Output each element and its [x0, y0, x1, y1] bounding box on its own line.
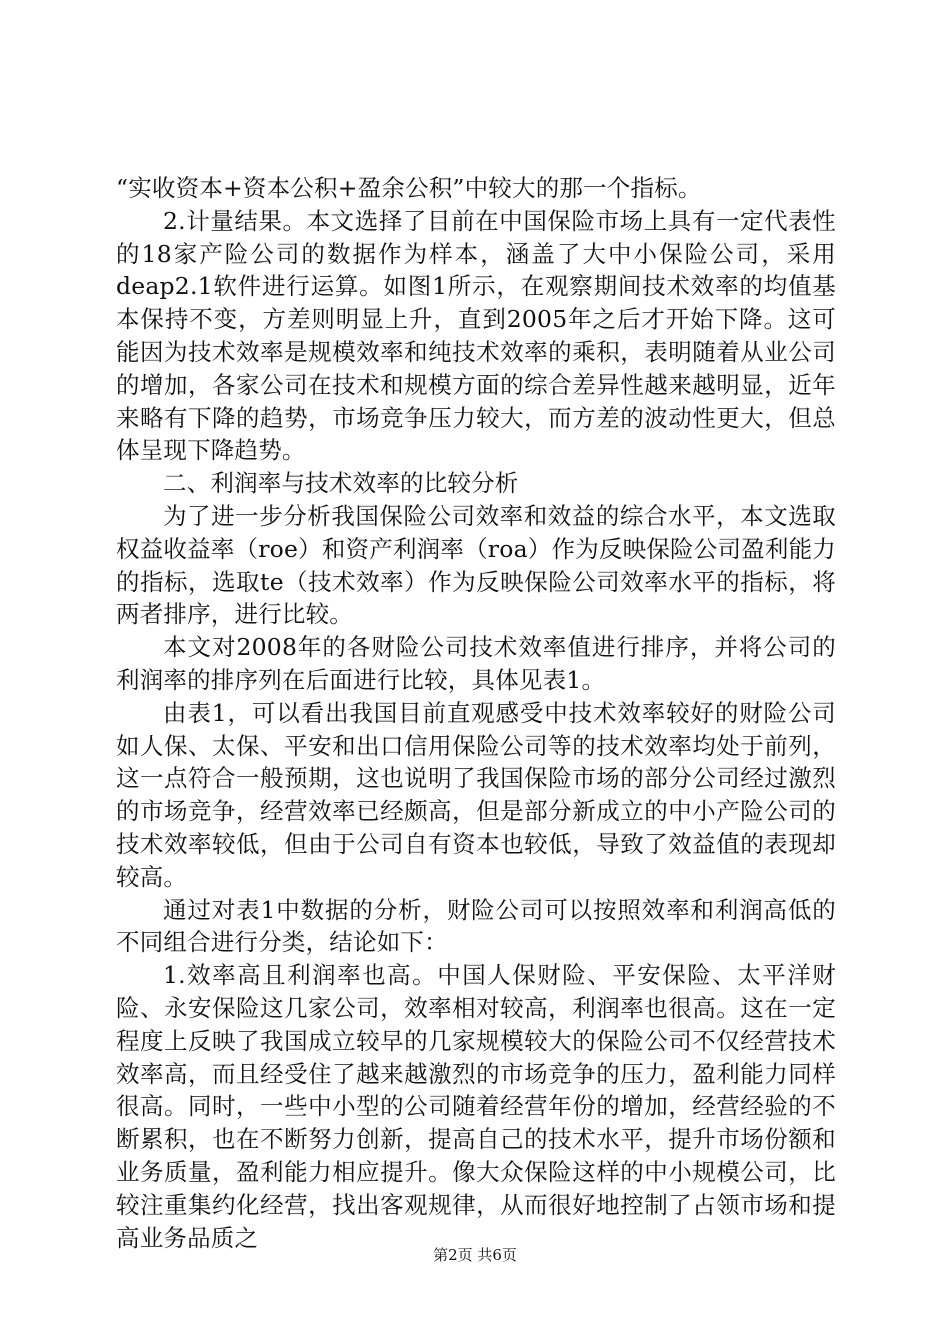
paragraph-high-efficiency: 1.效率高且利润率也高。中国人保财险、平安保险、太平洋财险、永安保险这几家公司，效率相对较高，利润率也很高。这在一定程度上反映了我国成立较早的几家规模较大的保险公司不仅经营技术效率高，而且经受住了越来越激烈的市场竞争的压力，盈利能力同样很高。同时，一些中小型的公司随着经营年份的增加，经营经验的不断累积，也在不断努力创新，提高自己的技术水平，提升市场份额和业务质量，盈利能力相应提升。像大众保险这样的中小规模公司，比较注重集约化经营，找出客观规律，从而很好地控制了占领市场和提高业务品质之: [116, 961, 836, 1252]
paragraph-results: 2.计量结果。本文选择了目前在中国保险市场上具有一定代表性的18家产险公司的数据作为样本，涵盖了大中小保险公司，采用deap2.1软件进行运算。如图1所示，在观察期间技术效率的均值基本保持不变，方差则明显上升，直到2005年之后才开始下降。这可能因为技术效率是规模效率和纯技术效率的乘积，表明随着从业公司的增加，各家公司在技术和规模方面的综合差异性越来越明显，近年来略有下降的趋势，市场竞争压力较大，而方差的波动性更大，但总体呈现下降趋势。: [116, 206, 836, 465]
body-text: [116, 172, 836, 1254]
paragraph-table-analysis: 由表1，可以看出我国目前直观感受中技术效率较好的财险公司如人保、太保、平安和出口信用保险公司等的技术效率均处于前列，这一点符合一般预期，这也说明了我国保险市场的部分公司经过激烈的市场竞争，经营效率已经颇高，但是部分新成立的中小产险公司的技术效率较低，但由于公司自有资本也较低，导致了效益值的表现却较高。: [116, 698, 836, 891]
section-heading: 二、利润率与技术效率的比较分析: [163, 469, 519, 498]
paragraph-indicators: 为了进一步分析我国保险公司效率和效益的综合水平，本文选取权益收益率（roe）和资产利润率（roa）作为反映保险公司盈利能力的指标，选取te（技术效率）作为反映保险公司效率水平的指标，将两者排序，进行比较。: [116, 501, 836, 629]
paragraph-ranking: 本文对2008年的各财险公司技术效率值进行排序，并将公司的利润率的排序列在后面进行比较，具体见表1。: [116, 633, 836, 694]
paragraph-classification: 通过对表1中数据的分析，财险公司可以按照效率和利润高低的不同组合进行分类，结论如下：: [116, 895, 836, 957]
page-number-footer: 第2页 共6页: [433, 1246, 517, 1264]
paragraph-continuation: “实收资本+资本公积+盈余公积”中较大的那一个指标。: [116, 174, 702, 202]
